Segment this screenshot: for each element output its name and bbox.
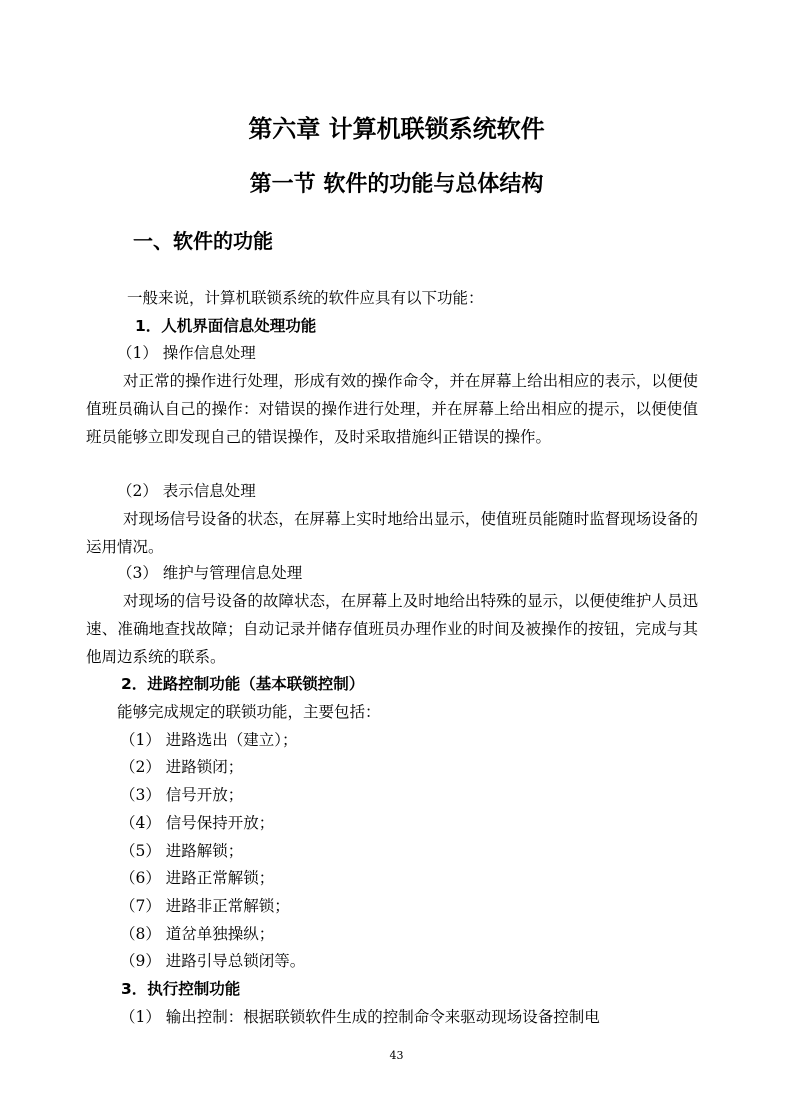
function-1-sub-3-text: 对现场的信号设备的故障状态，在屏幕上及时地给出特殊的显示，以便使维护人员迅速、准确地查找故障；自动记录并储存值班员办理作业的时间及被操作的按钮，完成与其他周边系统的联系。 <box>86 592 698 667</box>
section-title: 第一节 软件的功能与总体结构 <box>249 172 544 197</box>
list-item: （2） 进路锁闭； <box>120 758 244 776</box>
list-item: （3） 信号开放； <box>120 786 244 804</box>
function-1-sub-2-text: 对现场信号设备的状态，在屏幕上实时地给出显示，使值班员能随时监督现场设备的运用情况。 <box>86 510 698 557</box>
function-1-sub-1-title: （1） 操作信息处理 <box>117 344 256 362</box>
list-item: （9） 进路引导总锁闭等。 <box>120 952 306 970</box>
list-item: （1） 进路选出（建立）； <box>120 731 298 749</box>
function-2-intro: 能够完成规定的联锁功能，主要包括： <box>117 703 381 721</box>
intro-paragraph: 一般来说，计算机联锁系统的软件应具有以下功能： <box>127 289 484 307</box>
page-number: 43 <box>389 1049 404 1062</box>
function-3-sub-1: （1） 输出控制：根据联锁软件生成的控制命令来驱动现场设备控制电 <box>120 1008 600 1026</box>
function-3-title: 3．执行控制功能 <box>121 980 241 998</box>
function-1-title: 1．人机界面信息处理功能 <box>135 317 317 335</box>
list-item: （7） 进路非正常解锁； <box>120 897 290 915</box>
list-item: （6） 进路正常解锁； <box>120 869 275 887</box>
list-item: （8） 道岔单独操纵； <box>120 925 275 943</box>
list-item: （5） 进路解锁； <box>120 842 244 860</box>
chapter-title: 第六章 计算机联锁系统软件 <box>248 115 545 143</box>
heading-software-functions: 一、软件的功能 <box>133 229 273 253</box>
function-1-sub-2-title: （2） 表示信息处理 <box>117 482 256 500</box>
function-1-sub-3-title: （3） 维护与管理信息处理 <box>117 564 303 582</box>
list-item: （4） 信号保持开放； <box>120 814 275 832</box>
function-2-title: 2．进路控制功能（基本联锁控制） <box>121 675 365 693</box>
function-1-sub-1-text: 对正常的操作进行处理，形成有效的操作命令，并在屏幕上给出相应的表示，以便使值班员确认自己的操作：对错误的操作进行处理，并在屏幕上给出相应的提示，以便使值班员能够立即发现自己的错误操作，及时采取措施纠正错误的操作。 <box>86 372 698 447</box>
